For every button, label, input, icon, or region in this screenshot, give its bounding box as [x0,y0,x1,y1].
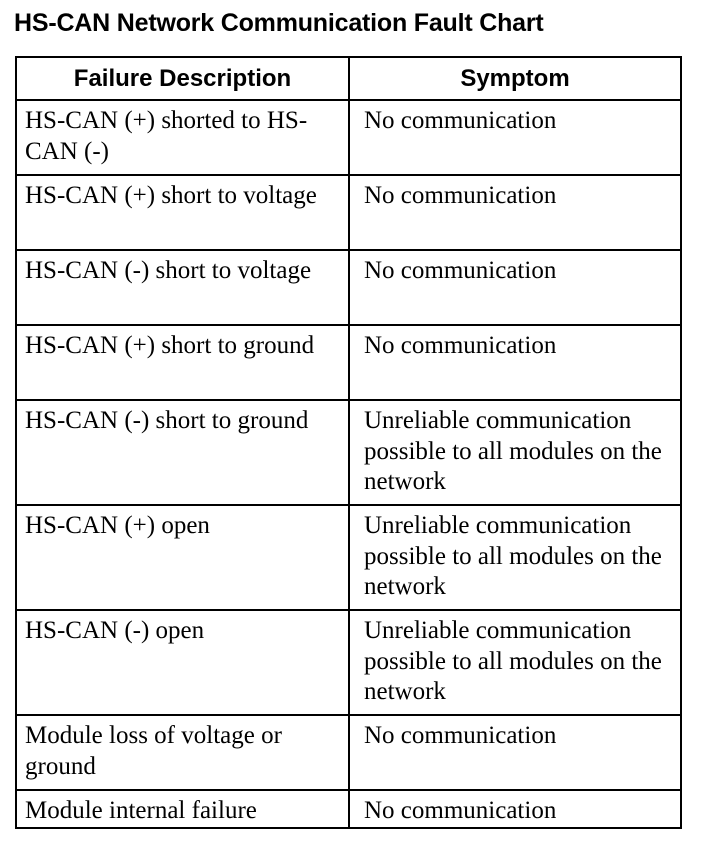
symptom-cell [349,610,681,715]
failure-text: HS-CAN (+) open [25,512,210,539]
table-row [16,100,681,175]
symptom-cell [349,325,681,400]
symptom-text: No communication [364,182,557,209]
symptom-cell [349,250,681,325]
page-title: HS-CAN Network Communication Fault Chart [14,9,544,37]
table-row [16,790,681,828]
failure-text: HS-CAN (+) short to ground [25,332,315,359]
failure-text: HS-CAN (+) shorted to HS-CAN (-) [25,107,308,165]
failure-cell [16,400,349,505]
symptom-text: Unreliable communication possible to all modules on the network [364,512,662,600]
failure-cell [16,505,349,610]
table-row [16,610,681,715]
fault-chart-table [15,56,682,829]
failure-text: Module internal failure [25,797,257,824]
table-row [16,400,681,505]
symptom-text: No communication [364,722,557,749]
failure-cell [16,325,349,400]
symptom-text: Unreliable communication possible to all modules on the network [364,617,662,705]
symptom-cell [349,400,681,505]
failure-cell [16,610,349,715]
failure-cell [16,250,349,325]
failure-text: HS-CAN (-) open [25,617,205,644]
table-row [16,325,681,400]
table-row [16,715,681,790]
failure-text: Module loss of voltage or ground [25,722,282,780]
symptom-cell [349,100,681,175]
symptom-cell [349,790,681,828]
failure-cell [16,715,349,790]
failure-cell [16,175,349,250]
symptom-text: No communication [364,107,557,134]
symptom-cell [349,715,681,790]
column-header-failure-description: Failure Description [16,57,349,100]
failure-text: HS-CAN (-) short to ground [25,407,309,434]
table-row [16,250,681,325]
table-header-row [16,57,681,100]
column-header-symptom: Symptom [349,57,681,100]
failure-cell [16,790,349,828]
failure-text: HS-CAN (-) short to voltage [25,257,312,284]
table-row [16,175,681,250]
symptom-cell [349,175,681,250]
symptom-cell [349,505,681,610]
symptom-text: No communication [364,797,557,824]
symptom-text: Unreliable communication possible to all modules on the network [364,407,662,495]
table-row [16,505,681,610]
failure-cell [16,100,349,175]
symptom-text: No communication [364,332,557,359]
failure-text: HS-CAN (+) short to voltage [25,182,317,209]
symptom-text: No communication [364,257,557,284]
